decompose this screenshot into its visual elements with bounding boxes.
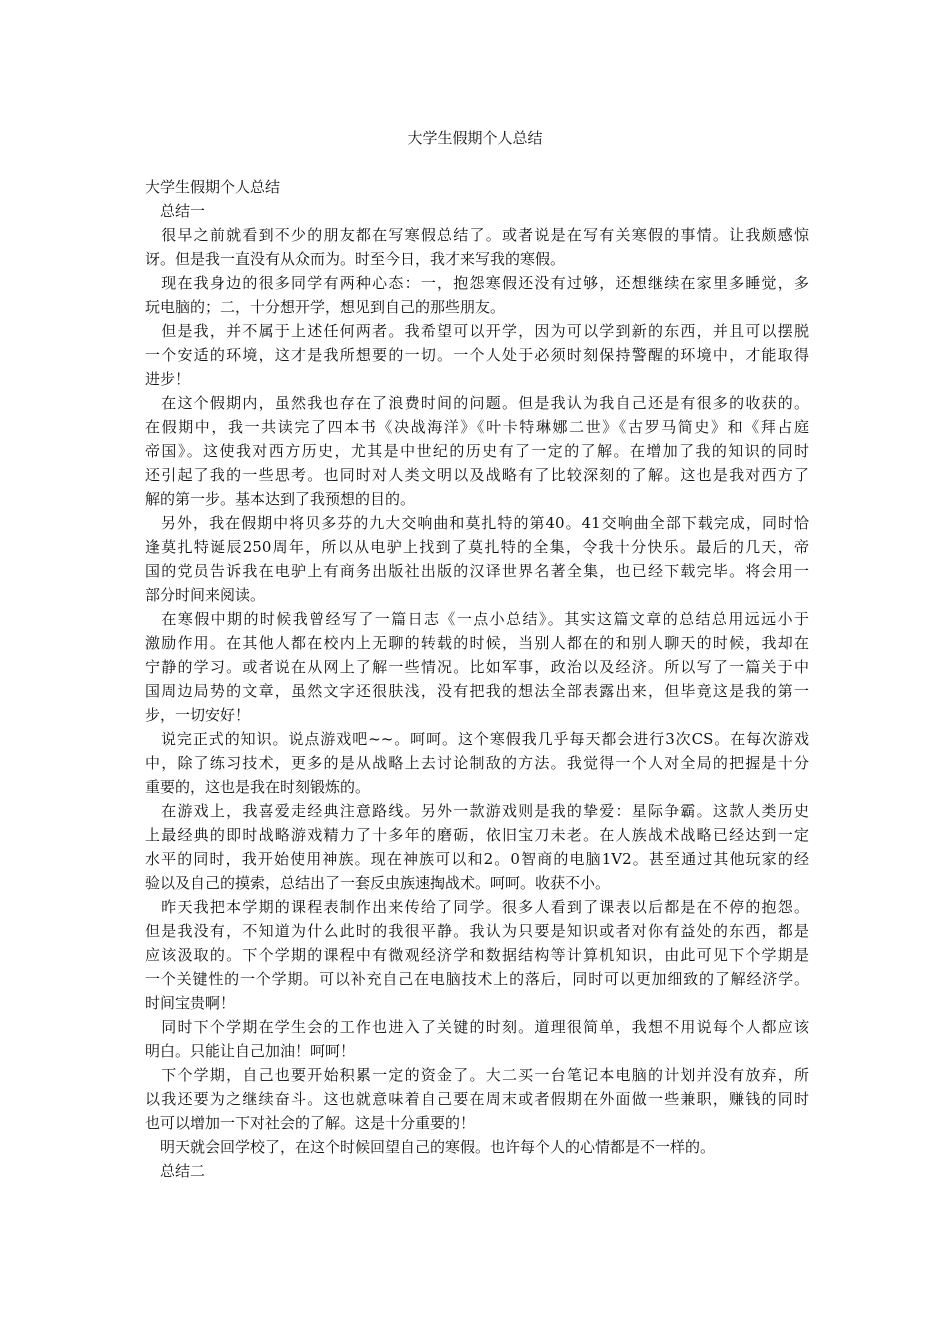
text-line: 总结一	[145, 202, 206, 220]
text-line: 总结二	[145, 1162, 206, 1180]
text-line: 步，一切安好！	[145, 706, 251, 724]
document-body	[145, 175, 809, 1183]
text-line: 下个学期，自己也要开始积累一定的资金了。大二买一台笔记本电脑的计划并没有放弃，所	[145, 1066, 809, 1084]
text-line: 一个关键性的一个学期。可以补充自己在电脑技术上的落后，同时可以更加细致的了解经济学。	[145, 970, 809, 988]
text-line: 一个安适的环境，这才是我所想要的一切。一个人处于必须时刻保持警醒的环境中，才能取得	[145, 346, 809, 364]
text-line: 激励作用。在其他人都在校内上无聊的转载的时候，当别人都在的和别人聊天的时候，我却在	[145, 634, 809, 652]
text-line: 昨天我把本学期的课程表制作出来传给了同学。很多人看到了课表以后都是在不停的抱怨。	[145, 898, 809, 916]
text-line: 国周边局势的文章，虽然文字还很肤浅，没有把我的想法全部表露出来，但毕竟这是我的第一	[145, 682, 809, 700]
text-line: 在游戏上，我喜爱走经典注意路线。另外一款游戏则是我的挚爱：星际争霸。这款人类历史	[145, 802, 809, 820]
text-line: 中，除了练习技术，更多的是从战略上去讨论制敌的方法。我觉得一个人对全局的把握是十分	[145, 754, 809, 772]
text-line: 部分时间来阅读。	[145, 586, 266, 604]
text-line: 时间宝贵啊！	[145, 994, 236, 1012]
document-title: 大学生假期个人总结	[407, 129, 543, 147]
text-line: 说完正式的知识。说点游戏吧~~。呵呵。这个寒假我几乎每天都会进行3次CS。在每次游戏	[145, 730, 809, 748]
text-line: 国的党员告诉我在电驴上有商务出版社出版的汉译世界名著全集，也已经下载完毕。将会用一	[145, 562, 809, 580]
text-line: 明天就会回学校了，在这个时候回望自己的寒假。也许每个人的心情都是不一样的。	[145, 1138, 716, 1156]
text-line: 但是我，并不属于上述任何两者。我希望可以开学，因为可以学到新的东西，并且可以摆脱	[145, 322, 809, 340]
text-line: 应该汲取的。下个学期的课程中有微观经济学和数据结构等计算机知识，由此可见下个学期是	[145, 946, 809, 964]
text-line: 上最经典的即时战略游戏精力了十多年的磨砺，依旧宝刀未老。在人族战术战略已经达到一定	[145, 826, 809, 844]
text-line: 也可以增加一下对社会的了解。这是十分重要的！	[145, 1114, 476, 1132]
text-line: 同时下个学期在学生会的工作也进入了关键的时刻。道理很简单，我想不用说每个人都应该	[145, 1018, 809, 1036]
text-line: 宁静的学习。或者说在从网上了解一些情况。比如军事，政治以及经济。所以写了一篇关于中	[145, 658, 809, 676]
text-line: 在这个假期内，虽然我也存在了浪费时间的问题。但是我认为我自己还是有很多的收获的。	[145, 394, 809, 412]
text-line: 现在我身边的很多同学有两种心态：一，抱怨寒假还没有过够，还想继续在家里多睡觉，多	[145, 274, 809, 292]
text-line: 很早之前就看到不少的朋友都在写寒假总结了。或者说是在写有关寒假的事情。让我颇感惊	[145, 226, 809, 244]
text-line: 在寒假中期的时候我曾经写了一篇日志《一点小总结》。其实这篇文章的总结总用远远小于	[145, 610, 809, 628]
text-line: 重要的，这也是我在时刻锻炼的。	[145, 778, 371, 796]
text-line: 帝国》。这使我对西方历史，尤其是中世纪的历史有了一定的了解。在增加了我的知识的同时	[145, 442, 809, 460]
text-line: 大学生假期个人总结	[145, 178, 281, 196]
text-line: 水平的同时，我开始使用神族。现在神族可以和2。0智商的电脑1V2。甚至通过其他玩家的经	[145, 850, 809, 868]
text-line: 还引起了我的一些思考。也同时对人类文明以及战略有了比较深刻的了解。这也是我对西方了	[145, 466, 809, 484]
text-line: 解的第一步。基本达到了我预想的目的。	[145, 490, 416, 508]
text-line: 玩电脑的；二，十分想开学，想见到自己的那些朋友。	[145, 298, 506, 316]
text-line: 明白。只能让自己加油！呵呵！	[145, 1042, 356, 1060]
text-line: 在假期中，我一共读完了四本书《决战海洋》《叶卡特琳娜二世》《古罗马简史》和《拜占庭	[145, 418, 809, 436]
text-line: 讶。但是我一直没有从众而为。时至今日，我才来写我的寒假。	[145, 250, 566, 268]
text-line: 验以及自己的摸索，总结出了一套反虫族速掏战术。呵呵。收获不小。	[145, 874, 611, 892]
text-line: 逢莫扎特诞辰250周年，所以从电驴上找到了莫扎特的全集，令我十分快乐。最后的几天，帝	[145, 538, 809, 556]
text-line: 但是我没有，不知道为什么此时的我很平静。我认为只要是知识或者对你有益处的东西，都是	[145, 922, 809, 940]
text-line: 进步！	[145, 370, 191, 388]
text-line: 以我还要为之继续奋斗。这也就意味着自己要在周末或者假期在外面做一些兼职，赚钱的同时	[145, 1090, 809, 1108]
text-line: 另外，我在假期中将贝多芬的九大交响曲和莫扎特的第40。41交响曲全部下载完成，同时恰	[145, 514, 809, 532]
